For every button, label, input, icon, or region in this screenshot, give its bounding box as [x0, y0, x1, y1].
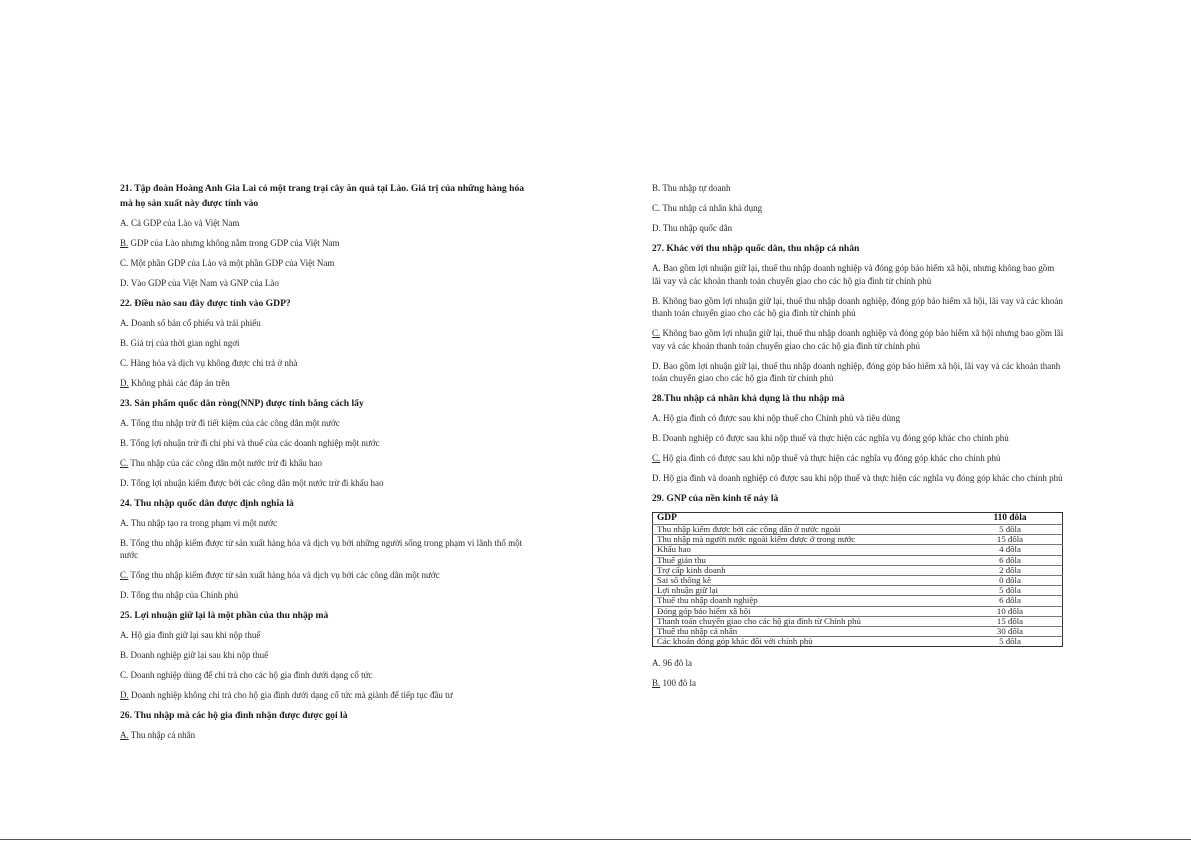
gnp-table-row	[653, 576, 1063, 586]
gnp-row-value: 5 đôla	[958, 525, 1063, 535]
gnp-table-row	[653, 586, 1063, 596]
option-letter: B.	[120, 337, 129, 348]
option-text: 96 đô la	[660, 658, 692, 669]
gnp-row-value: 6 đôla	[958, 596, 1063, 606]
gnp-table-row	[653, 565, 1063, 575]
gnp-row-value: 4 đôla	[958, 545, 1063, 555]
option-text: Một phần GDP của Lào và một phần GDP của Việt Nam	[128, 257, 335, 268]
option-letter: D.	[120, 277, 129, 288]
option-letter: C.	[652, 453, 661, 463]
option-text: Tổng thu nhập của Chính phủ	[128, 590, 239, 600]
gnp-row-value: 10 đôla	[958, 606, 1063, 616]
option-letter: B.	[120, 237, 129, 248]
gnp-row-value: 0 đôla	[958, 576, 1063, 586]
option-letter: A.	[120, 217, 129, 228]
option-text: Không phải các đáp án trên	[128, 377, 230, 388]
option-letter: D.	[120, 377, 129, 388]
option-text: Vào GDP của Việt Nam và GNP của Lào	[128, 277, 279, 288]
question-text: 29. GNP của nền kinh tế này là	[652, 493, 779, 504]
answer-option	[120, 357, 535, 370]
gnp-row-value: 5 đôla	[958, 637, 1063, 647]
option-letter: B.	[652, 678, 661, 689]
gnp-header-label: GDP	[657, 513, 677, 523]
question-text: 21. Tập đoàn Hoàng Anh Gia Lai có một trang trại cây ăn quả tại Lào. Giá trị của những hàng hóa mà họ sản xuất này được tính vào	[120, 183, 525, 209]
option-text: Giá trị của thời gian nghỉ ngơi	[128, 337, 240, 348]
answer-option	[120, 517, 535, 530]
option-letter: B.	[120, 537, 129, 548]
answer-option	[120, 437, 535, 450]
gnp-row-value: 2 đôla	[958, 565, 1063, 575]
option-letter: A.	[120, 630, 129, 640]
left-column	[120, 182, 535, 749]
option-text: 100 đô la	[660, 678, 697, 689]
option-text: Hộ gia đình có được sau khi nộp thuế và thực hiện các nghĩa vụ đóng góp khác cho chính phủ	[660, 453, 1001, 463]
gnp-row-label: Thu nhập kiếm được bởi các công dân ở nước ngoài	[653, 525, 959, 535]
option-letter: C.	[652, 203, 661, 213]
gnp-row-value: 6 đôla	[958, 555, 1063, 565]
answer-option	[120, 417, 535, 430]
option-letter: A.	[120, 730, 129, 740]
option-text: Doanh nghiệp có được sau khi nộp thuế và thực hiện các nghĩa vụ đóng góp khác cho chính phủ	[660, 433, 1009, 443]
page-bottom-border	[0, 839, 1191, 840]
option-letter: B.	[120, 650, 129, 660]
option-letter: B.	[652, 183, 661, 193]
answer-option	[120, 237, 535, 250]
answer-option	[120, 569, 535, 582]
option-letter: C.	[120, 670, 129, 680]
question-text: 22. Điều nào sau đây được tính vào GDP?	[120, 297, 291, 309]
answer-option	[120, 377, 535, 390]
option-text: Thu nhập cá nhân khả dụng	[660, 203, 763, 213]
right-column-bottom	[652, 657, 1064, 690]
answer-option	[652, 202, 1064, 215]
question-text: 26. Thu nhập mà các hộ gia đình nhận được được gọi là	[120, 710, 348, 721]
option-text: Thu nhập quốc dân	[660, 223, 733, 233]
answer-option	[120, 337, 535, 350]
answer-option	[652, 472, 1064, 485]
answer-option	[652, 327, 1064, 352]
answer-option	[120, 217, 535, 230]
question-text: 25. Lợi nhuận giữ lại là một phần của thu nhập mà	[120, 610, 329, 621]
gnp-row-label: Thuế thu nhập doanh nghiệp	[653, 596, 959, 606]
option-letter: B.	[652, 295, 661, 306]
answer-option	[120, 477, 535, 490]
answer-option	[120, 589, 535, 602]
gnp-table-row	[653, 596, 1063, 606]
gnp-table-row	[653, 525, 1063, 535]
option-text: Thu nhập tạo ra trong phạm vi một nước	[128, 517, 277, 528]
option-letter: A.	[120, 517, 129, 528]
option-letter: D.	[652, 223, 661, 233]
gnp-row-label: Thuế thu nhập cá nhân	[653, 627, 959, 637]
gnp-table-row	[653, 627, 1063, 637]
option-letter: D.	[120, 590, 129, 600]
answer-option	[120, 537, 535, 562]
option-text: Doanh nghiệp giữ lại sau khi nộp thuế	[128, 650, 269, 660]
option-text: Hàng hóa và dịch vụ không được chi trả ở nhà	[128, 357, 298, 368]
gnp-table-header	[653, 513, 1063, 525]
option-text: Không bao gồm lợi nhuận giữ lại, thuế thu nhập doanh nghiệp, đóng góp bảo hiểm xã hội, lãi vay và các khoản thanh toán chuyển giao cho các hộ gia đình từ chính phủ	[652, 295, 1063, 318]
gnp-row-label: Trợ cấp kinh doanh	[653, 565, 959, 575]
question-text: 24. Thu nhập quốc dân được định nghĩa là	[120, 497, 294, 509]
answer-option	[120, 729, 535, 742]
right-column-top	[652, 182, 1064, 507]
option-text: Tổng thu nhập trừ đi tiết kiệm của các công dân một nước	[128, 417, 340, 428]
answer-option	[120, 277, 535, 290]
option-letter: D.	[120, 477, 129, 488]
gnp-table-row	[653, 555, 1063, 565]
answer-option	[120, 689, 535, 702]
option-text: Hộ gia đình và doanh nghiệp có được sau khi nộp thuế và thực hiện các nghĩa vụ đóng góp khác cho chính phủ	[660, 473, 1063, 483]
gnp-table-row	[653, 606, 1063, 616]
option-text: Tổng lợi nhuận kiếm được bởi các công dân một nước trừ đi khấu hao	[128, 477, 384, 488]
option-letter: C.	[652, 328, 661, 338]
answer-option	[652, 657, 1064, 670]
option-text: Tổng lợi nhuận trừ đi chi phí và thuế của các doanh nghiệp một nước	[128, 437, 380, 448]
option-letter: B.	[652, 433, 661, 443]
option-text: Doanh nghiệp dùng để chi trả cho các hộ gia đình dưới dạng cổ tức	[128, 670, 373, 680]
answer-option	[120, 669, 535, 682]
option-letter: D.	[652, 473, 661, 483]
answer-option	[652, 295, 1064, 320]
option-text: Hộ gia đình giữ lại sau khi nộp thuế	[128, 630, 261, 640]
answer-option	[652, 677, 1064, 690]
gnp-header-value: 110 đôla	[993, 513, 1027, 523]
option-letter: A.	[120, 317, 129, 328]
gnp-row-label: Khấu hao	[653, 545, 959, 555]
question-text: 23. Sản phẩm quốc dân ròng(NNP) được tính bằng cách lấy	[120, 397, 364, 409]
option-text: Cả GDP của Lào và Việt Nam	[128, 217, 240, 228]
gnp-row-label: Thanh toán chuyển giao cho các hộ gia đình từ Chính phủ	[653, 616, 959, 626]
gnp-table-row	[653, 637, 1063, 647]
answer-option	[652, 182, 1064, 195]
option-letter: D.	[120, 690, 129, 700]
option-text: Thu nhập cá nhân	[128, 730, 196, 740]
answer-option	[652, 452, 1064, 465]
gnp-row-label: Thu nhập mà người nước ngoài kiếm được ở trong nước	[653, 535, 959, 545]
option-text: Tổng thu nhập kiếm được từ sản xuất hàng hóa và dịch vụ bởi những người sống trong phạm vi lãnh thổ một nước	[120, 537, 523, 560]
option-text: Bao gồm lợi nhuận giữ lại, thuế thu nhập doanh nghiệp và đóng góp bảo hiểm xã hội, nhưng không bao gồm lãi vay và các khoản thanh toán chuyển giao cho các hộ gia đình từ chính phủ	[652, 263, 1055, 286]
gnp-row-value: 15 đôla	[958, 616, 1063, 626]
option-letter: C.	[120, 457, 129, 468]
question-text: 27. Khác với thu nhập quốc dân, thu nhập cá nhân	[652, 243, 860, 254]
option-text: Hộ gia đình có được sau khi nộp thuế cho Chính phủ và tiêu dùng	[660, 413, 901, 423]
option-letter: A.	[652, 413, 661, 423]
option-letter: A.	[120, 417, 129, 428]
gnp-table-row	[653, 616, 1063, 626]
option-text: GDP của Lào nhưng không nằm trong GDP của Việt Nam	[128, 237, 340, 248]
question-text: 28.Thu nhập cá nhân khả dụng là thu nhập mà	[652, 393, 845, 404]
answer-option	[652, 432, 1064, 445]
option-text: Doanh số bán cổ phiếu và trái phiếu	[128, 317, 261, 328]
option-text: Tổng thu nhập kiếm được từ sản xuất hàng hóa và dịch vụ bởi các công dân một nước	[128, 570, 440, 580]
answer-option	[120, 317, 535, 330]
option-letter: C.	[120, 257, 129, 268]
gnp-row-label: Sai số thống kê	[653, 576, 959, 586]
gnp-table-row	[653, 545, 1063, 555]
answer-option	[652, 360, 1064, 385]
answer-option	[652, 222, 1064, 235]
gnp-table-row	[653, 535, 1063, 545]
gnp-table	[652, 512, 1063, 647]
answer-option	[120, 629, 535, 642]
gnp-row-label: Lợi nhuận giữ lại	[653, 586, 959, 596]
option-letter: B.	[120, 437, 129, 448]
option-text: Thu nhập của các công dân một nước trừ đi khấu hao	[128, 457, 323, 468]
gnp-row-value: 5 đôla	[958, 586, 1063, 596]
option-text: Thu nhập tự doanh	[660, 183, 731, 193]
answer-option	[120, 457, 535, 470]
option-text: Bao gồm lợi nhuận giữ lại, thuế thu nhập doanh nghiệp, đóng góp bảo hiểm xã hội, lãi vay và các khoản thanh toán chuyển giao cho các hộ gia đình từ chính phủ	[652, 360, 1061, 383]
option-text: Doanh nghiệp không chi trả cho hộ gia đình dưới dạng cổ tức mà giành để tiếp tục đầu tư	[128, 690, 453, 700]
gnp-row-label: Đóng góp bảo hiểm xã hội	[653, 606, 959, 616]
gnp-row-value: 30 đôla	[958, 627, 1063, 637]
option-letter: C.	[120, 357, 129, 368]
option-text: Không bao gồm lợi nhuận giữ lại, thuế thu nhập doanh nghiệp và đóng góp bảo hiểm xã hội nhưng bao gồm lãi vay và các khoản thanh toán chuyển giao cho các hộ gia đình từ chính phủ	[652, 328, 1064, 351]
option-letter: A.	[652, 658, 661, 669]
answer-option	[652, 412, 1064, 425]
right-column	[652, 182, 1064, 697]
option-letter: C.	[120, 570, 129, 580]
answer-option	[120, 649, 535, 662]
option-letter: A.	[652, 263, 661, 273]
gnp-row-value: 15 đôla	[958, 535, 1063, 545]
gnp-row-label: Các khoản đóng góp khác đối với chính phủ	[653, 637, 959, 647]
option-letter: D.	[652, 360, 661, 371]
answer-option	[652, 262, 1064, 287]
gnp-row-label: Thuế gián thu	[653, 555, 959, 565]
answer-option	[120, 257, 535, 270]
